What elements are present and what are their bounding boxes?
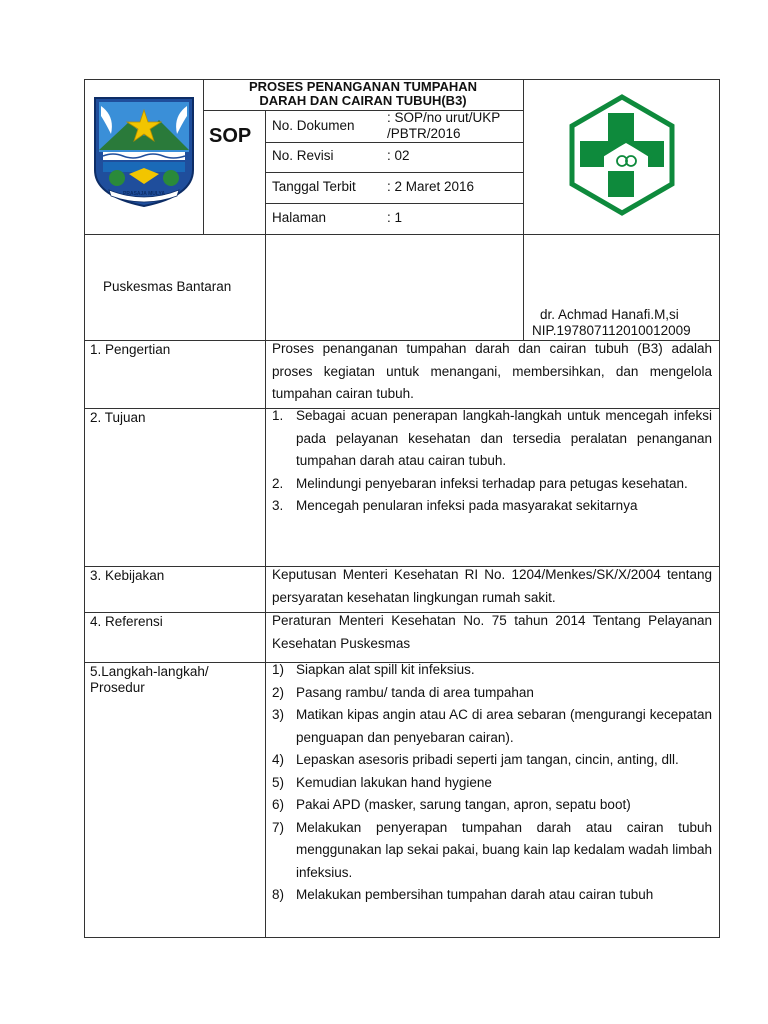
section-label-tujuan: 2. Tujuan — [90, 410, 146, 425]
list-item-text: Siapkan alat spill kit infeksius. — [296, 662, 475, 677]
seal-motto: PRASAJA MULYA — [123, 191, 165, 197]
puskesmas-logo — [560, 93, 684, 217]
field-halaman-label: Halaman — [272, 210, 327, 225]
list-item — [272, 772, 712, 795]
tujuan-list — [272, 405, 712, 518]
list-item-number: 4) — [272, 752, 285, 767]
list-item-text: Kemudian lakukan hand hygiene — [296, 774, 492, 790]
regional-seal-logo — [89, 92, 199, 208]
list-item-text: Matikan kipas angin atau AC di area sebaran (mengurangi kecepatan penguapan dan penyebaran cairan). — [296, 707, 712, 745]
list-item-number: 2) — [272, 684, 285, 700]
list-item-text: Pakai APD (masker, sarung tangan, apron, sepatu boot) — [296, 797, 631, 812]
list-item-text: Pasang rambu/ tanda di area tumpahan — [296, 684, 534, 700]
list-item — [272, 704, 712, 749]
list-item-text: Melakukan penyerapan tumpahan darah atau cairan tubuh menggunakan lap sekai pakai, buang kain lap kedalam wadah limbah infeksius. — [296, 819, 712, 880]
section-label-pengertian: 1. Pengertian — [90, 342, 171, 357]
section-text-kebijakan: Keputusan Menteri Kesehatan RI No. 1204/Menkes/SK/X/2004 tentang persyaratan kesehatan lingkungan rumah sakit. — [272, 567, 712, 605]
field-no-dokumen-value-line-1: : SOP/no urut/UKP — [387, 110, 501, 125]
list-item-number: 3. — [272, 498, 284, 513]
section-text-referensi: Peraturan Menteri Kesehatan No. 75 tahun 2014 Tentang Pelayanan Kesehatan Puskesmas — [272, 613, 712, 651]
list-item-text: Lepaskan asesoris pribadi seperti jam tangan, cincin, anting, dll. — [296, 752, 679, 767]
list-item — [272, 884, 712, 907]
title-line-1: PROSES PENANGANAN TUMPAHAN — [249, 79, 477, 94]
institution-name: Puskesmas Bantaran — [103, 279, 232, 294]
field-no-dokumen-value-line-2: /PBTR/2016 — [387, 126, 461, 141]
field-tanggal-terbit-value: : 2 Maret 2016 — [387, 179, 475, 194]
list-item — [272, 794, 712, 817]
list-item-number: 1. — [272, 408, 284, 423]
list-item-number: 7) — [272, 819, 285, 835]
list-item — [272, 405, 712, 473]
section-label-referensi: 4. Referensi — [90, 614, 163, 629]
list-item-number: 3) — [272, 707, 285, 722]
field-no-revisi-value: : 02 — [387, 148, 410, 163]
sop-label: SOP — [209, 125, 252, 147]
section-label-kebijakan: 3. Kebijakan — [90, 568, 165, 583]
list-item — [272, 817, 712, 885]
list-item — [272, 682, 712, 705]
list-item-text: Sebagai acuan penerapan langkah-langkah untuk mencegah infeksi pada pelayanan kesehatan dan tersedia peralatan penanganan tumpahan darah atau cairan tubuh. — [296, 408, 712, 468]
list-item — [272, 659, 712, 682]
list-item-text: Melindungi penyebaran infeksi terhadap para petugas kesehatan. — [296, 475, 688, 491]
list-item — [272, 473, 712, 496]
field-tanggal-terbit-label: Tanggal Terbit — [272, 179, 356, 194]
list-item-number: 5) — [272, 774, 285, 790]
field-no-revisi-label: No. Revisi — [272, 148, 334, 163]
document-title — [203, 80, 523, 108]
list-item-number: 2. — [272, 475, 284, 491]
field-halaman-value: : 1 — [387, 210, 403, 225]
section-text-pengertian: Proses penanganan tumpahan darah dan cairan tubuh (B3) adalah proses kegiatan untuk menangani, membersihkan, dan mengelola tumpahan cairan tubuh. — [272, 341, 712, 401]
prosedur-list — [272, 659, 712, 907]
list-item — [272, 749, 712, 772]
signer-name: dr. Achmad Hanafi.M,si — [540, 307, 679, 322]
section-label-prosedur-line-2: Prosedur — [90, 680, 145, 695]
signer-nip: NIP.197807112010012009 — [532, 323, 691, 338]
section-label-prosedur-line-1: 5.Langkah-langkah/ — [90, 664, 209, 679]
list-item-number: 1) — [272, 662, 285, 677]
list-item-number: 6) — [272, 797, 285, 812]
section-label-prosedur — [90, 664, 209, 696]
list-item — [272, 495, 712, 518]
field-no-dokumen-value — [387, 110, 500, 142]
list-item-number: 8) — [272, 887, 285, 902]
field-no-dokumen-label: No. Dokumen — [272, 118, 355, 133]
list-item-text: Mencegah penularan infeksi pada masyarakat sekitarnya — [296, 498, 638, 513]
list-item-text: Melakukan pembersihan tumpahan darah atau cairan tubuh — [296, 887, 654, 902]
title-line-2: DARAH DAN CAIRAN TUBUH(B3) — [259, 93, 467, 108]
